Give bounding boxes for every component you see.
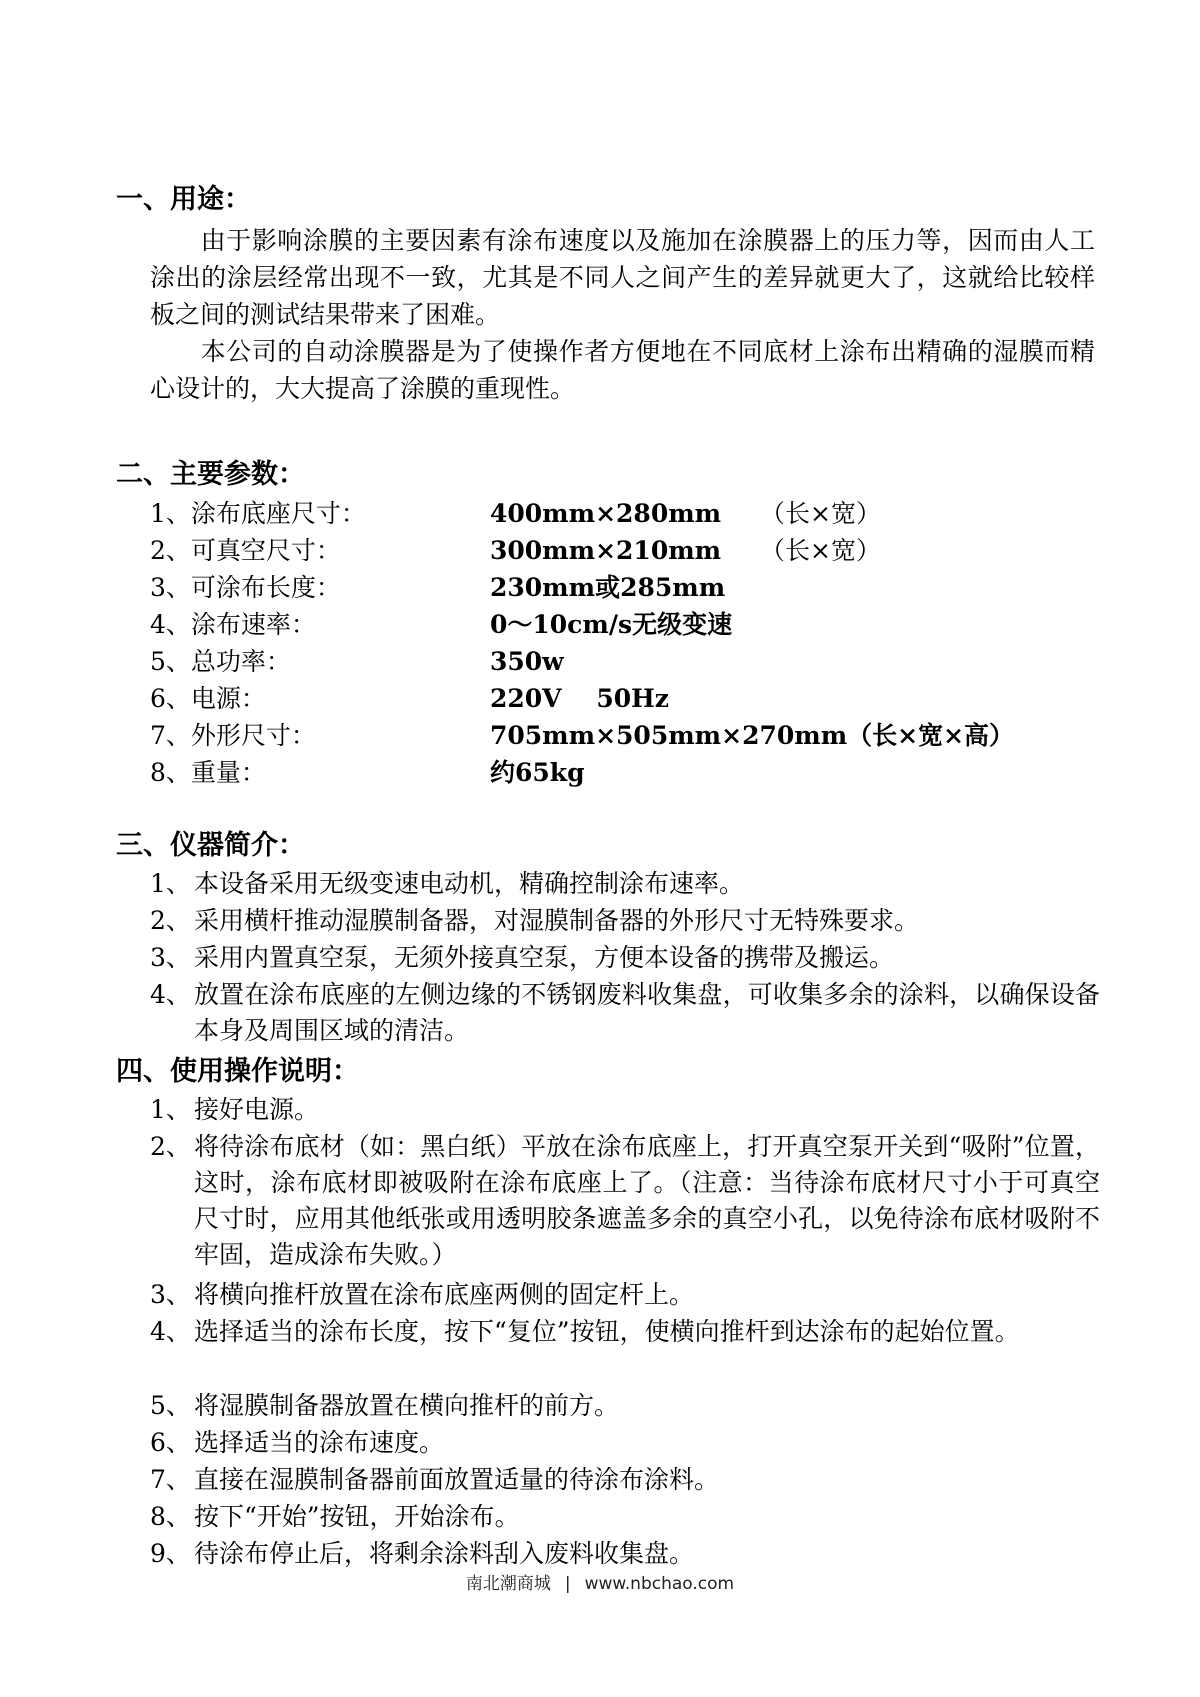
param-label: 7、外形尺寸：: [150, 721, 316, 750]
param-value: 400mm×280mm: [490, 499, 722, 528]
list-item: [150, 1499, 1100, 1535]
list-item-text: 放置在涂布底座的左侧边缘的不锈钢废料收集盘，可收集多余的涂料，以确保设备本身及周围区域的清洁。: [194, 980, 1100, 1045]
usage-paragraph-2-text: 本公司的自动涂膜器是为了使操作者方便地在不同底材上涂布出精确的湿膜而精心设计的，大大提高了涂膜的重现性。: [150, 337, 1095, 403]
list-item: [150, 1314, 1100, 1350]
list-item-text: 待涂布停止后，将剩余涂料刮入废料收集盘。: [194, 1539, 695, 1568]
list-item-number: 2、: [150, 1132, 191, 1161]
param-note: （长×宽）: [760, 499, 881, 528]
section-heading-usage: 一、用途：: [116, 184, 251, 215]
list-item-text: 本设备采用无级变速电动机，精确控制涂布速率。: [194, 869, 745, 898]
list-item-number: 5、: [150, 1391, 191, 1420]
list-item-text: 选择适当的涂布长度，按下“复位”按钮，使横向推杆到达涂布的起始位置。: [194, 1317, 1020, 1346]
list-item-text: 接好电源。: [194, 1095, 320, 1124]
list-item-number: 9、: [150, 1539, 191, 1568]
list-item: [150, 1536, 1100, 1572]
param-value: 230mm或285mm: [490, 573, 726, 602]
list-item-number: 4、: [150, 1317, 191, 1346]
section-heading-operation: 四、使用操作说明：: [116, 1056, 359, 1087]
list-item-text: 采用内置真空泵，无须外接真空泵，方便本设备的携带及搬运。: [194, 943, 895, 972]
param-value: 350w: [490, 647, 564, 676]
usage-paragraph-2: [150, 333, 1095, 407]
list-item-number: 7、: [150, 1465, 191, 1494]
list-item-number: 3、: [150, 1280, 191, 1309]
list-item-number: 2、: [150, 906, 191, 935]
section-heading-introduction: 三、仪器简介：: [116, 830, 305, 861]
list-item-text: 按下“开始”按钮，开始涂布。: [194, 1502, 520, 1531]
param-label: 4、涂布速率：: [150, 610, 316, 639]
list-item-text: 采用横杆推动湿膜制备器，对湿膜制备器的外形尺寸无特殊要求。: [194, 906, 920, 935]
param-value: 0～10cm/s无级变速: [490, 610, 733, 639]
list-item: [150, 1129, 1100, 1273]
footer-url[interactable]: www.nbchao.com: [584, 1574, 735, 1594]
page-footer: [0, 1569, 1200, 1594]
param-label: 5、总功率：: [150, 647, 291, 676]
list-item-text: 选择适当的涂布速度。: [194, 1428, 445, 1457]
list-item: [150, 940, 1100, 976]
param-value: 约65kg: [490, 758, 585, 787]
footer-site-name: 南北潮商城: [465, 1574, 551, 1594]
section-heading-parameters: 二、主要参数：: [116, 459, 305, 490]
list-item: [150, 977, 1100, 1049]
list-item: [150, 866, 1100, 902]
list-item-number: 8、: [150, 1502, 191, 1531]
param-label: 2、可真空尺寸：: [150, 536, 341, 565]
list-item-text: 将横向推杆放置在涂布底座两侧的固定杆上。: [194, 1280, 695, 1309]
list-item-text: 直接在湿膜制备器前面放置适量的待涂布涂料。: [194, 1465, 720, 1494]
list-item: [150, 1462, 1100, 1498]
list-item-text: 将待涂布底材（如：黑白纸）平放在涂布底座上，打开真空泵开关到“吸附”位置，这时，涂布底材即被吸附在涂布底座上了。（注意：当待涂布底材尺寸小于可真空尺寸时，应用其他纸张或用透明胶条遮盖多余的真空小孔，以免待涂布底材吸附不牢固，造成涂布失败。）: [194, 1132, 1100, 1269]
list-item-number: 6、: [150, 1428, 191, 1457]
footer-separator: |: [564, 1574, 571, 1594]
param-note: （长×宽）: [760, 536, 881, 565]
list-item: [150, 1092, 1100, 1128]
usage-paragraph-1: [150, 222, 1095, 333]
list-item-number: 1、: [150, 1095, 191, 1124]
list-item-number: 1、: [150, 869, 191, 898]
param-value: 705mm×505mm×270mm（长×宽×高）: [490, 721, 1015, 750]
param-label: 3、可涂布长度：: [150, 573, 341, 602]
usage-paragraph-1-text: 由于影响涂膜的主要因素有涂布速度以及施加在涂膜器上的压力等，因而由人工涂出的涂层经常出现不一致，尤其是不同人之间产生的差异就更大了，这就给比较样板之间的测试结果带来了困难。: [150, 226, 1095, 329]
list-item-text: 将湿膜制备器放置在横向推杆的前方。: [194, 1391, 620, 1420]
param-label: 8、重量：: [150, 758, 266, 787]
list-item-number: 4、: [150, 980, 191, 1009]
param-value: 300mm×210mm: [490, 536, 722, 565]
param-value: 220V 50Hz: [490, 684, 670, 713]
list-item: [150, 1277, 1100, 1313]
param-label: 6、电源：: [150, 684, 266, 713]
list-item: [150, 903, 1100, 939]
list-item: [150, 1388, 1100, 1424]
param-label: 1、涂布底座尺寸：: [150, 499, 366, 528]
list-item-number: 3、: [150, 943, 191, 972]
list-item: [150, 1425, 1100, 1461]
